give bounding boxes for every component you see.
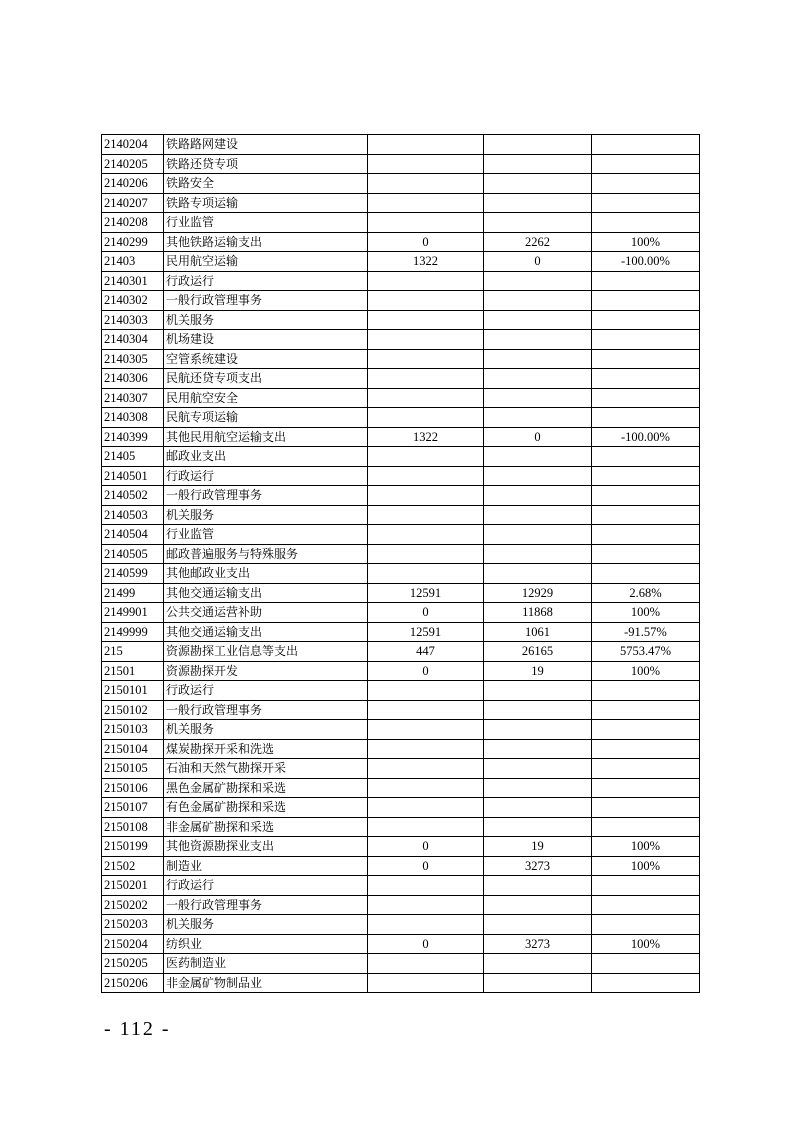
account-name-cell: 一般行政管理事务 [164,486,368,506]
account-code-cell: 2150201 [102,876,164,896]
account-name-cell: 制造业 [164,856,368,876]
table-row [102,135,700,155]
prior-year-amount-cell: 1322 [368,427,484,447]
table-row [102,252,700,272]
account-code-cell: 21499 [102,583,164,603]
prior-year-amount-cell [368,466,484,486]
current-year-amount-cell [484,213,592,233]
table-row [102,564,700,584]
account-name-cell: 其他交通运输支出 [164,583,368,603]
table-row [102,603,700,623]
table-row [102,954,700,974]
growth-rate-cell [592,369,700,389]
prior-year-amount-cell [368,447,484,467]
growth-rate-cell [592,193,700,213]
table-row [102,798,700,818]
current-year-amount-cell [484,408,592,428]
account-name-cell: 其他铁路运输支出 [164,232,368,252]
table-row [102,291,700,311]
account-code-cell: 2140307 [102,388,164,408]
account-code-cell: 2150104 [102,739,164,759]
table-row [102,525,700,545]
growth-rate-cell: 5753.47% [592,642,700,662]
growth-rate-cell [592,973,700,993]
table-row [102,427,700,447]
current-year-amount-cell [484,486,592,506]
table-row [102,856,700,876]
table-row [102,310,700,330]
current-year-amount-cell [484,778,592,798]
growth-rate-cell [592,388,700,408]
account-name-cell: 空管系统建设 [164,349,368,369]
prior-year-amount-cell [368,154,484,174]
current-year-amount-cell [484,759,592,779]
table-row [102,466,700,486]
account-name-cell: 机关服务 [164,720,368,740]
account-name-cell: 其他邮政业支出 [164,564,368,584]
current-year-amount-cell [484,310,592,330]
account-code-cell: 2150106 [102,778,164,798]
table-row [102,193,700,213]
table-row [102,505,700,525]
account-name-cell: 公共交通运营补助 [164,603,368,623]
account-name-cell: 资源勘探开发 [164,661,368,681]
current-year-amount-cell: 12929 [484,583,592,603]
current-year-amount-cell [484,291,592,311]
growth-rate-cell [592,544,700,564]
growth-rate-cell [592,330,700,350]
account-code-cell: 2140306 [102,369,164,389]
prior-year-amount-cell [368,720,484,740]
current-year-amount-cell: 19 [484,661,592,681]
growth-rate-cell: 100% [592,661,700,681]
prior-year-amount-cell [368,895,484,915]
account-code-cell: 2140205 [102,154,164,174]
table-row [102,583,700,603]
current-year-amount-cell [484,349,592,369]
growth-rate-cell [592,525,700,545]
growth-rate-cell [592,564,700,584]
table-row [102,369,700,389]
account-code-cell: 2140301 [102,271,164,291]
prior-year-amount-cell [368,700,484,720]
account-code-cell: 21405 [102,447,164,467]
prior-year-amount-cell [368,973,484,993]
table-row [102,876,700,896]
table-row [102,330,700,350]
growth-rate-cell [592,154,700,174]
growth-rate-cell [592,759,700,779]
current-year-amount-cell [484,193,592,213]
growth-rate-cell: 2.68% [592,583,700,603]
prior-year-amount-cell [368,388,484,408]
current-year-amount-cell [484,720,592,740]
account-name-cell: 其他民用航空运输支出 [164,427,368,447]
account-name-cell: 石油和天然气勘探开采 [164,759,368,779]
prior-year-amount-cell [368,759,484,779]
prior-year-amount-cell: 0 [368,232,484,252]
growth-rate-cell [592,876,700,896]
growth-rate-cell [592,447,700,467]
current-year-amount-cell: 3273 [484,856,592,876]
account-code-cell: 2150205 [102,954,164,974]
prior-year-amount-cell: 447 [368,642,484,662]
current-year-amount-cell [484,154,592,174]
growth-rate-cell [592,895,700,915]
account-code-cell: 2140503 [102,505,164,525]
account-name-cell: 有色金属矿勘探和采选 [164,798,368,818]
account-code-cell: 2150101 [102,681,164,701]
current-year-amount-cell: 26165 [484,642,592,662]
growth-rate-cell: 100% [592,603,700,623]
account-code-cell: 2150107 [102,798,164,818]
prior-year-amount-cell [368,486,484,506]
growth-rate-cell [592,466,700,486]
table-row [102,213,700,233]
account-name-cell: 行政运行 [164,681,368,701]
account-name-cell: 行业监管 [164,213,368,233]
growth-rate-cell [592,310,700,330]
prior-year-amount-cell: 0 [368,934,484,954]
current-year-amount-cell [484,739,592,759]
account-name-cell: 机场建设 [164,330,368,350]
account-name-cell: 铁路路网建设 [164,135,368,155]
account-code-cell: 2150203 [102,915,164,935]
account-name-cell: 非金属矿勘探和采选 [164,817,368,837]
table-row [102,817,700,837]
account-code-cell: 2140505 [102,544,164,564]
growth-rate-cell: 100% [592,837,700,857]
account-code-cell: 2140504 [102,525,164,545]
prior-year-amount-cell [368,798,484,818]
account-name-cell: 资源勘探工业信息等支出 [164,642,368,662]
growth-rate-cell [592,817,700,837]
growth-rate-cell [592,954,700,974]
account-name-cell: 铁路还贷专项 [164,154,368,174]
account-name-cell: 行政运行 [164,466,368,486]
prior-year-amount-cell [368,135,484,155]
current-year-amount-cell [484,973,592,993]
account-code-cell: 2140502 [102,486,164,506]
growth-rate-cell: -100.00% [592,427,700,447]
current-year-amount-cell [484,330,592,350]
table-body [102,135,700,993]
account-code-cell: 21403 [102,252,164,272]
table-row [102,915,700,935]
prior-year-amount-cell [368,330,484,350]
account-name-cell: 机关服务 [164,310,368,330]
growth-rate-cell [592,505,700,525]
table-row [102,720,700,740]
table-row [102,973,700,993]
current-year-amount-cell: 11868 [484,603,592,623]
prior-year-amount-cell: 0 [368,661,484,681]
prior-year-amount-cell: 0 [368,856,484,876]
table-row [102,154,700,174]
account-name-cell: 邮政普遍服务与特殊服务 [164,544,368,564]
prior-year-amount-cell [368,310,484,330]
account-code-cell: 2140208 [102,213,164,233]
account-code-cell: 215 [102,642,164,662]
current-year-amount-cell [484,798,592,818]
table-row [102,739,700,759]
current-year-amount-cell [484,915,592,935]
account-name-cell: 其他交通运输支出 [164,622,368,642]
prior-year-amount-cell [368,817,484,837]
table-row [102,408,700,428]
current-year-amount-cell [484,271,592,291]
current-year-amount-cell: 19 [484,837,592,857]
growth-rate-cell [592,271,700,291]
account-code-cell: 2140204 [102,135,164,155]
account-code-cell: 2150204 [102,934,164,954]
prior-year-amount-cell [368,954,484,974]
current-year-amount-cell [484,466,592,486]
prior-year-amount-cell: 12591 [368,583,484,603]
prior-year-amount-cell [368,369,484,389]
growth-rate-cell [592,798,700,818]
current-year-amount-cell [484,505,592,525]
table-row [102,759,700,779]
prior-year-amount-cell [368,505,484,525]
account-code-cell: 2140207 [102,193,164,213]
account-name-cell: 民航还贷专项支出 [164,369,368,389]
table-row [102,271,700,291]
current-year-amount-cell [484,447,592,467]
account-code-cell: 2150199 [102,837,164,857]
table-row [102,232,700,252]
account-code-cell: 2150102 [102,700,164,720]
account-code-cell: 2140399 [102,427,164,447]
prior-year-amount-cell [368,915,484,935]
account-code-cell: 2149999 [102,622,164,642]
account-name-cell: 行政运行 [164,876,368,896]
table-row [102,681,700,701]
growth-rate-cell: -100.00% [592,252,700,272]
growth-rate-cell: 100% [592,232,700,252]
prior-year-amount-cell [368,213,484,233]
current-year-amount-cell [484,895,592,915]
account-code-cell: 2140206 [102,174,164,194]
account-code-cell: 2140303 [102,310,164,330]
account-code-cell: 2140599 [102,564,164,584]
growth-rate-cell [592,174,700,194]
account-name-cell: 煤炭勘探开采和洗选 [164,739,368,759]
current-year-amount-cell [484,681,592,701]
account-name-cell: 非金属矿物制品业 [164,973,368,993]
current-year-amount-cell: 2262 [484,232,592,252]
growth-rate-cell [592,408,700,428]
account-name-cell: 纺织业 [164,934,368,954]
table-row [102,447,700,467]
growth-rate-cell [592,700,700,720]
account-code-cell: 2150103 [102,720,164,740]
prior-year-amount-cell: 0 [368,837,484,857]
account-code-cell: 2140302 [102,291,164,311]
growth-rate-cell [592,213,700,233]
growth-rate-cell [592,349,700,369]
current-year-amount-cell [484,135,592,155]
prior-year-amount-cell [368,408,484,428]
growth-rate-cell [592,720,700,740]
account-code-cell: 2140305 [102,349,164,369]
account-name-cell: 邮政业支出 [164,447,368,467]
account-name-cell: 一般行政管理事务 [164,700,368,720]
prior-year-amount-cell [368,876,484,896]
growth-rate-cell [592,681,700,701]
table-row [102,544,700,564]
current-year-amount-cell [484,525,592,545]
prior-year-amount-cell [368,778,484,798]
account-code-cell: 2150206 [102,973,164,993]
growth-rate-cell [592,486,700,506]
table-row [102,700,700,720]
current-year-amount-cell [484,388,592,408]
account-code-cell: 2140308 [102,408,164,428]
page-number: - 112 - [104,1018,171,1040]
current-year-amount-cell [484,817,592,837]
table-row [102,661,700,681]
table-row [102,642,700,662]
account-code-cell: 21501 [102,661,164,681]
table-row [102,349,700,369]
current-year-amount-cell [484,174,592,194]
account-name-cell: 其他资源勘探业支出 [164,837,368,857]
account-code-cell: 21502 [102,856,164,876]
table-row [102,174,700,194]
current-year-amount-cell: 3273 [484,934,592,954]
growth-rate-cell: -91.57% [592,622,700,642]
account-code-cell: 2140501 [102,466,164,486]
account-name-cell: 黑色金属矿勘探和采选 [164,778,368,798]
account-name-cell: 行业监管 [164,525,368,545]
prior-year-amount-cell [368,193,484,213]
account-code-cell: 2150105 [102,759,164,779]
account-name-cell: 行政运行 [164,271,368,291]
prior-year-amount-cell [368,739,484,759]
prior-year-amount-cell [368,174,484,194]
growth-rate-cell [592,135,700,155]
account-name-cell: 机关服务 [164,915,368,935]
account-code-cell: 2140304 [102,330,164,350]
account-name-cell: 一般行政管理事务 [164,895,368,915]
table-row [102,837,700,857]
current-year-amount-cell: 0 [484,252,592,272]
prior-year-amount-cell [368,349,484,369]
prior-year-amount-cell: 0 [368,603,484,623]
prior-year-amount-cell [368,544,484,564]
growth-rate-cell: 100% [592,934,700,954]
prior-year-amount-cell: 1322 [368,252,484,272]
current-year-amount-cell [484,876,592,896]
current-year-amount-cell [484,544,592,564]
account-name-cell: 民航专项运输 [164,408,368,428]
account-name-cell: 机关服务 [164,505,368,525]
prior-year-amount-cell [368,525,484,545]
current-year-amount-cell [484,700,592,720]
growth-rate-cell: 100% [592,856,700,876]
account-code-cell: 2140299 [102,232,164,252]
prior-year-amount-cell [368,271,484,291]
table-row [102,486,700,506]
table-row [102,778,700,798]
growth-rate-cell [592,915,700,935]
current-year-amount-cell: 0 [484,427,592,447]
growth-rate-cell [592,739,700,759]
growth-rate-cell [592,778,700,798]
account-name-cell: 民用航空运输 [164,252,368,272]
table-row [102,622,700,642]
prior-year-amount-cell: 12591 [368,622,484,642]
table-row [102,934,700,954]
account-name-cell: 民用航空安全 [164,388,368,408]
account-name-cell: 铁路安全 [164,174,368,194]
current-year-amount-cell [484,369,592,389]
prior-year-amount-cell [368,564,484,584]
current-year-amount-cell: 1061 [484,622,592,642]
account-code-cell: 2150202 [102,895,164,915]
account-name-cell: 医药制造业 [164,954,368,974]
account-name-cell: 一般行政管理事务 [164,291,368,311]
prior-year-amount-cell [368,291,484,311]
account-code-cell: 2150108 [102,817,164,837]
current-year-amount-cell [484,954,592,974]
current-year-amount-cell [484,564,592,584]
account-name-cell: 铁路专项运输 [164,193,368,213]
table-row [102,388,700,408]
prior-year-amount-cell [368,681,484,701]
table-row [102,895,700,915]
growth-rate-cell [592,291,700,311]
budget-table [101,134,700,993]
account-code-cell: 2149901 [102,603,164,623]
